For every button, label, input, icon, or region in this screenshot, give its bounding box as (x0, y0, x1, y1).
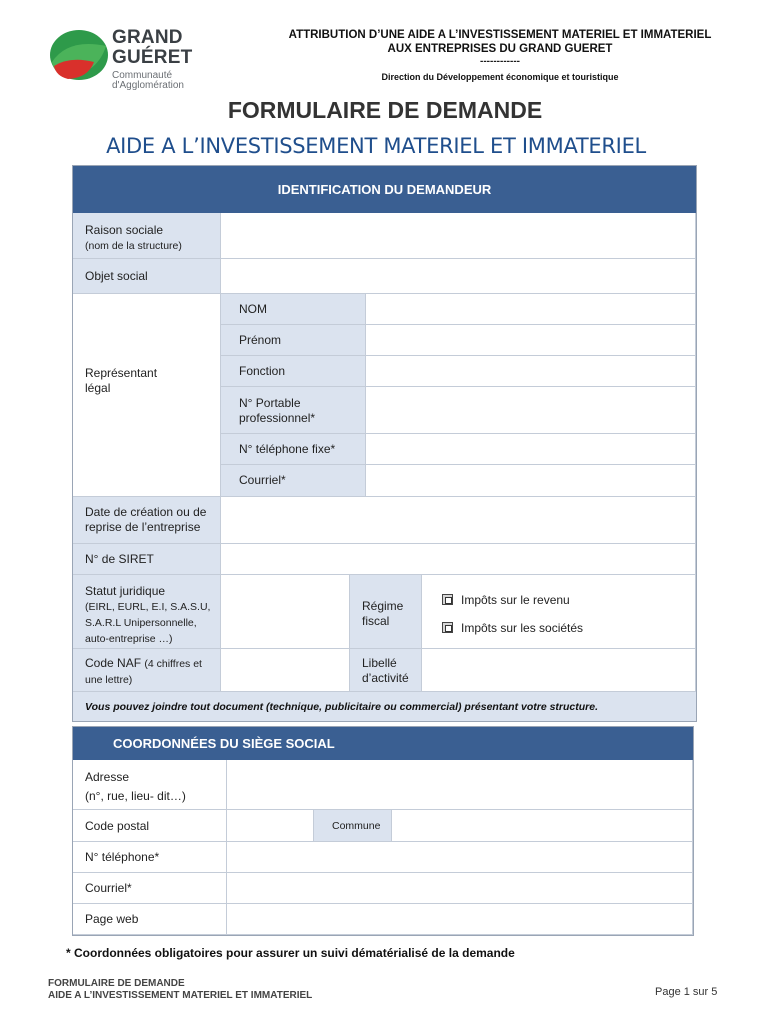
grand-gueret-logo (48, 26, 208, 92)
code-naf-field[interactable] (221, 649, 350, 692)
siege-telephone-field[interactable] (227, 842, 693, 873)
header-line-2: AUX ENTREPRISES DU GRAND GUERET (387, 43, 613, 55)
identification-section (72, 165, 697, 722)
libelle-activite-label: Libellé d’activité (350, 649, 422, 692)
date-creation-field[interactable] (221, 497, 696, 544)
objet-social-label: Objet social (73, 259, 221, 294)
page-subtitle: AIDE A L’INVESTISSEMENT MATERIEL ET IMMATERIEL (106, 134, 646, 158)
regime-fiscal-options (422, 575, 696, 649)
date-creation-label: Date de création ou de reprise de l’entreprise (73, 497, 221, 544)
logo-wordmark: GRAND GUÉRET (112, 27, 193, 68)
identification-heading (73, 166, 696, 213)
siege-courriel-label: Courriel* (73, 873, 227, 904)
logo-emblem-icon (48, 28, 110, 82)
fonction-field[interactable] (366, 356, 696, 387)
code-postal-label: Code postal (73, 810, 227, 842)
identification-heading-text: IDENTIFICATION DU DEMANDEUR (277, 182, 492, 197)
header-line-1: ATTRIBUTION D’UNE AIDE A L’INVESTISSEMENT MATERIEL ET IMMATERIEL (288, 29, 712, 41)
header-separator: ------------ (480, 56, 520, 67)
statut-juridique-label: Statut juridique (EIRL, EURL, E.I, S.A.S.U, S.A.R.L Unipersonnelle, auto-entreprise …) (73, 575, 221, 649)
adresse-label: Adresse (n°, rue, lieu- dit…) (73, 760, 227, 810)
attachment-note: Vous pouvez joindre tout document (technique, publicitaire ou commercial) présentant votre structure. (73, 692, 696, 721)
siret-field[interactable] (221, 544, 696, 575)
page-title: FORMULAIRE DE DEMANDE (227, 97, 543, 123)
option-impots-revenu[interactable]: Impôts sur le revenu (442, 593, 570, 608)
checkbox-icon[interactable] (442, 594, 453, 605)
siege-telephone-label: N° téléphone* (73, 842, 227, 873)
courriel-label: Courriel* (221, 465, 366, 497)
footer-title: FORMULAIRE DE DEMANDE AIDE A L’INVESTISSEMENT MATERIEL ET IMMATERIEL (48, 978, 313, 1001)
siege-heading (73, 727, 693, 760)
prenom-label: Prénom (221, 325, 366, 356)
nom-field[interactable] (366, 294, 696, 325)
representant-legal-label: Représentant légal (73, 294, 221, 497)
portable-label: N° Portable professionnel* (221, 387, 366, 434)
document-header (240, 28, 760, 84)
raison-sociale-field[interactable] (221, 213, 696, 259)
statut-juridique-field[interactable] (221, 575, 350, 649)
nom-label: NOM (221, 294, 366, 325)
option-impots-societes[interactable]: Impôts sur les sociétés (442, 621, 583, 636)
header-direction: Direction du Développement économique et touristique (381, 72, 619, 82)
page-number: Page 1 sur 5 (655, 986, 718, 998)
mandatory-footnote: * Coordonnées obligatoires pour assurer un suivi dématérialisé de la demande (66, 946, 515, 960)
siege-courriel-field[interactable] (227, 873, 693, 904)
logo-tagline: Communauté d'Agglomération (112, 70, 184, 91)
siret-label: N° de SIRET (73, 544, 221, 575)
courriel-field[interactable] (366, 465, 696, 497)
portable-field[interactable] (366, 387, 696, 434)
libelle-activite-field[interactable] (422, 649, 696, 692)
siege-section (72, 726, 694, 936)
telephone-fixe-label: N° téléphone fixe* (221, 434, 366, 465)
prenom-field[interactable] (366, 325, 696, 356)
regime-fiscal-label: Régime fiscal (350, 575, 422, 649)
siege-heading-text: COORDONNÉES DU SIÈGE SOCIAL (113, 736, 335, 751)
objet-social-field[interactable] (221, 259, 696, 294)
commune-label: Commune (314, 810, 392, 842)
page-web-field[interactable] (227, 904, 693, 935)
telephone-fixe-field[interactable] (366, 434, 696, 465)
commune-field[interactable] (392, 810, 693, 842)
code-postal-field[interactable] (227, 810, 314, 842)
checkbox-icon[interactable] (442, 622, 453, 633)
page-web-label: Page web (73, 904, 227, 935)
raison-sociale-label: Raison sociale (nom de la structure) (73, 213, 221, 259)
adresse-field[interactable] (227, 760, 693, 810)
code-naf-label: Code NAF (4 chiffres et une lettre) (73, 649, 221, 692)
fonction-label: Fonction (221, 356, 366, 387)
